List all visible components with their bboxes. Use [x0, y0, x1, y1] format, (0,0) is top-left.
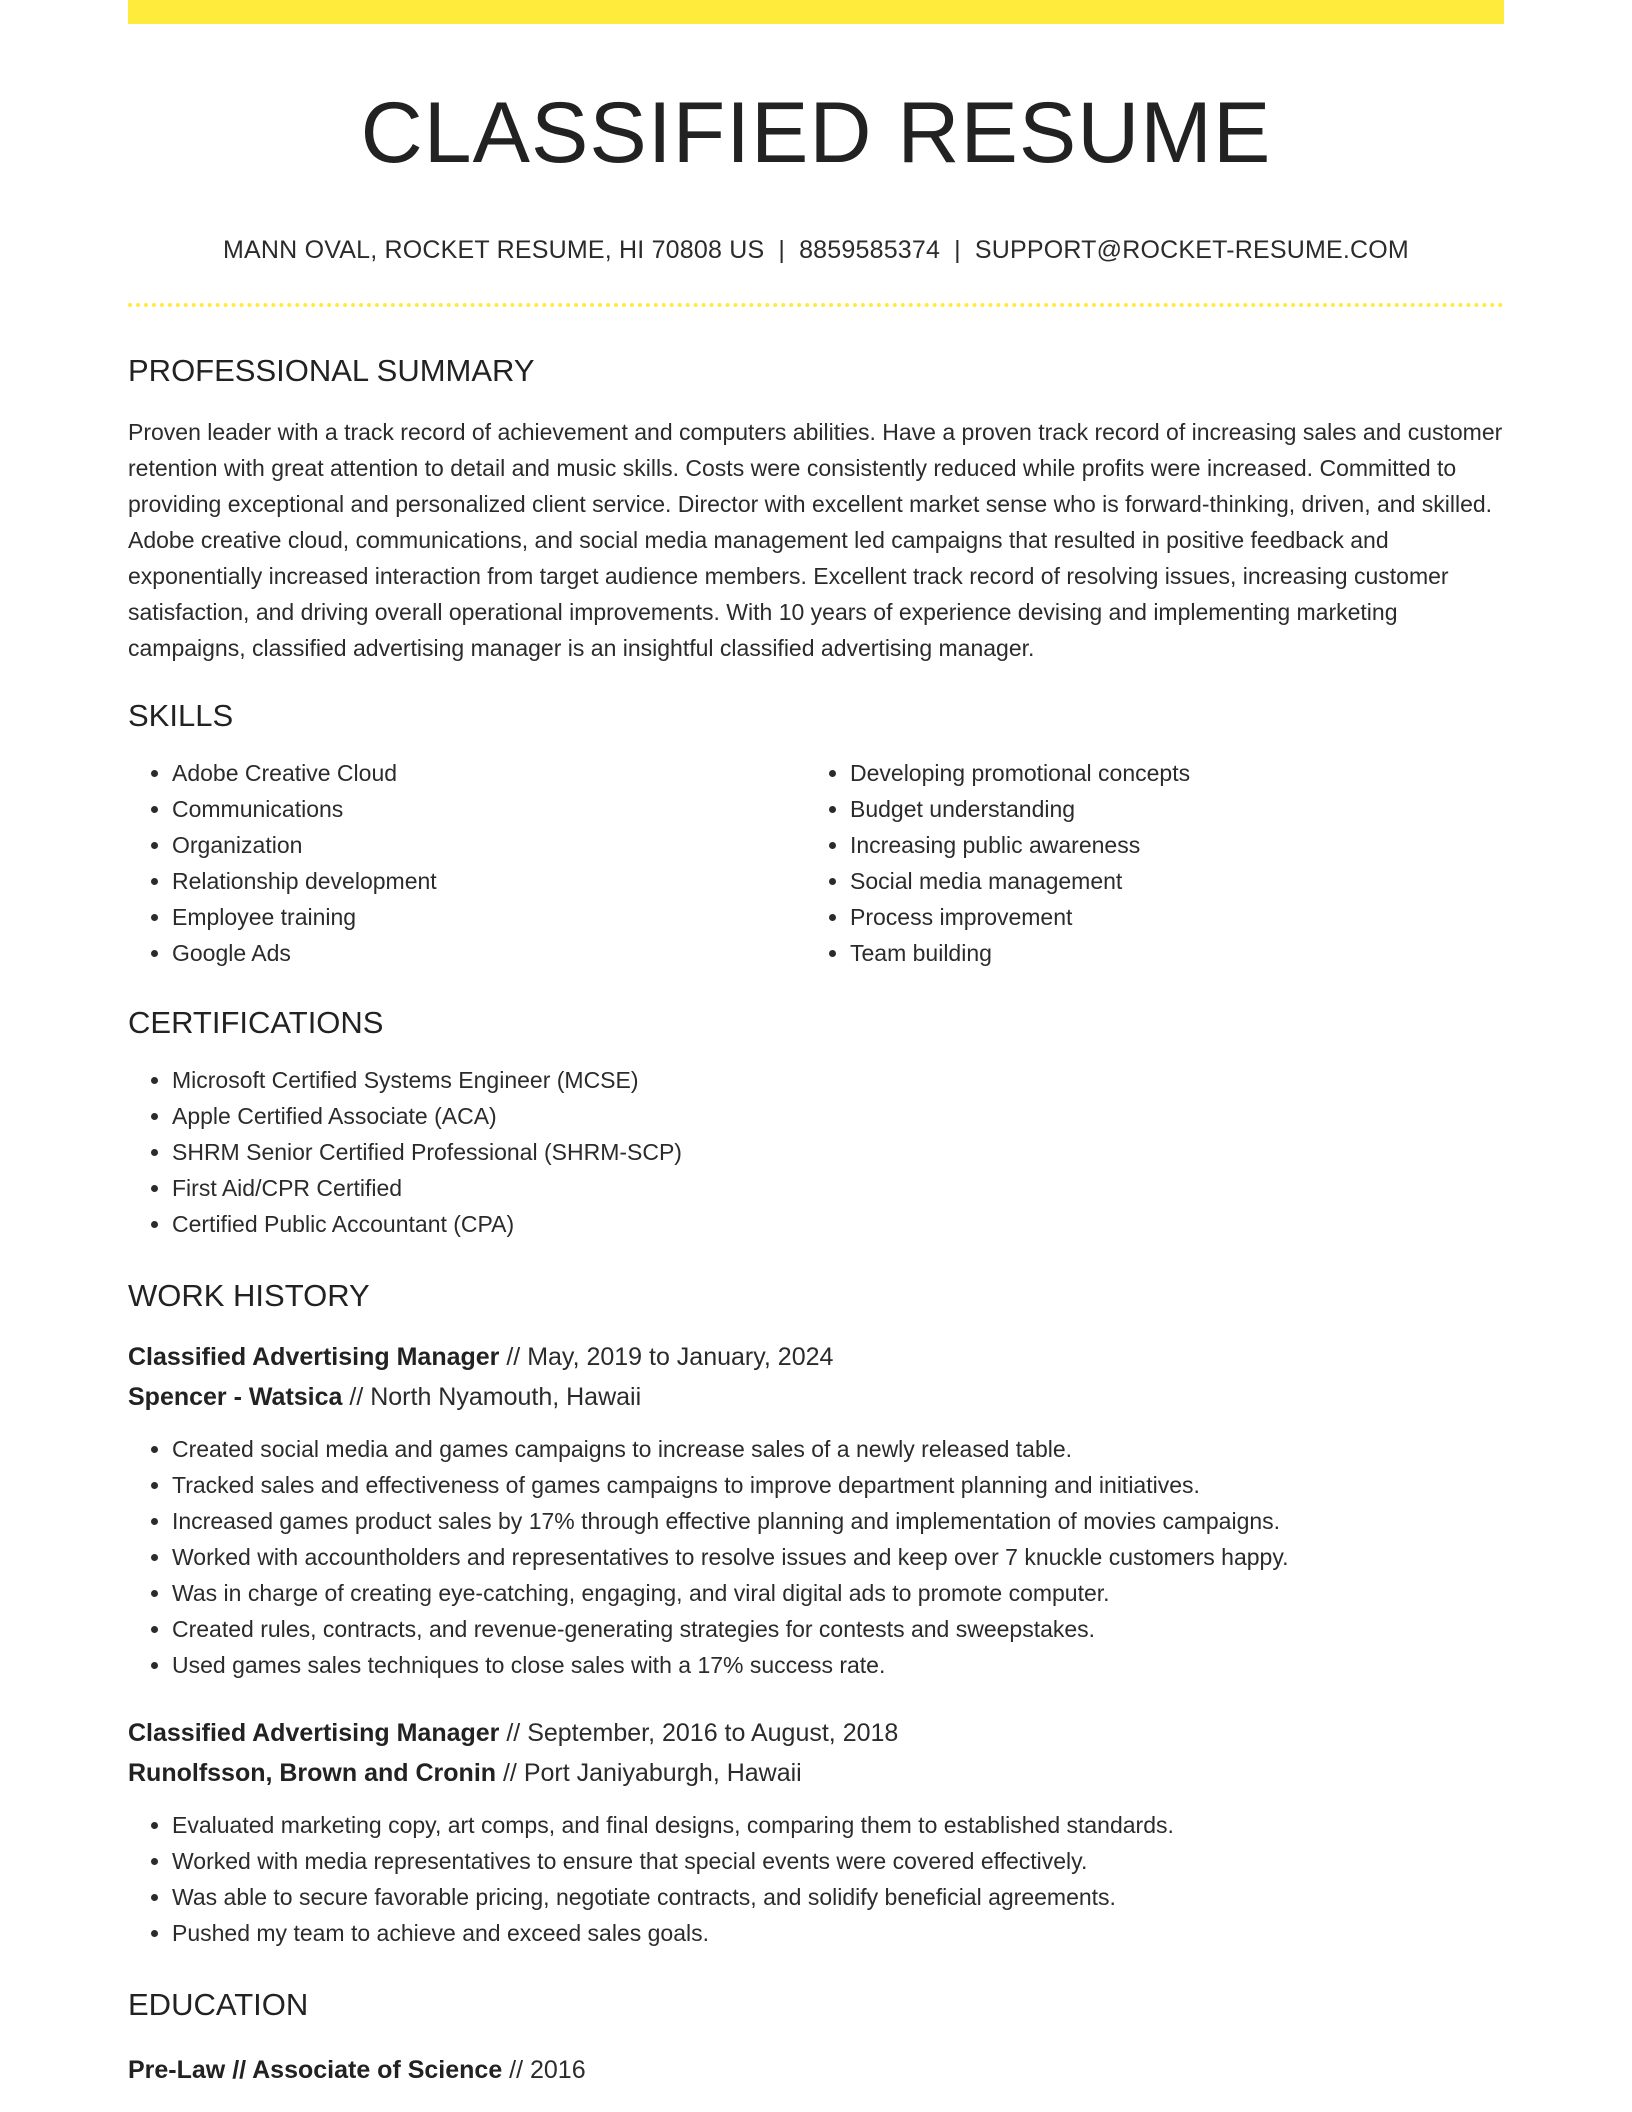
job-dates: // May, 2019 to January, 2024: [499, 1343, 834, 1371]
section-title-work-history: WORK HISTORY: [128, 1278, 370, 1313]
certification-item: • SHRM Senior Certified Professional (SHRM-SCP): [172, 1134, 1504, 1170]
education-entry: [128, 2050, 1504, 2090]
job-role-line: [128, 1713, 1504, 1753]
job-bullet: • Was able to secure favorable pricing, negotiate contracts, and solidify beneficial agreements.: [172, 1879, 1504, 1915]
skill-item: • Employee training: [172, 899, 806, 935]
job-header: [128, 1713, 1504, 1793]
job-bullets: [128, 1431, 1504, 1683]
skill-item: • Relationship development: [172, 863, 806, 899]
job-bullet: • Created rules, contracts, and revenue-generating strategies for contests and sweepstakes.: [172, 1611, 1504, 1647]
dotted-divider: [128, 303, 1504, 307]
education-degree: Pre-Law // Associate of Science: [128, 2056, 503, 2084]
summary-text: Proven leader with a track record of achievement and computers abilities. Have a proven track record of increasing sales and customer retention with great attention to detail and music skills. Costs were consistently reduced while profits were increased. Committed to providing exceptional and personalized client service. Director with excellent market sense who is forward-thinking, driven, and skilled. Adobe creative cloud, communications, and social media management led campaigns that resulted in positive feedback and exponentially increased interaction from target audience members. Excellent track record of resolving issues, increasing customer satisfaction, and driving overall operational improvements. With 10 years of experience devising and implementing marketing campaigns, classified advertising manager is an insightful classified advertising manager.: [128, 419, 1503, 661]
resume-title: CLASSIFIED RESUME: [360, 85, 1272, 181]
skill-item: • Increasing public awareness: [850, 827, 1484, 863]
contact-address: MANN OVAL, ROCKET RESUME, HI 70808 US: [223, 236, 765, 264]
section-title-skills: SKILLS: [128, 698, 234, 733]
resume-page: [128, 0, 1504, 2090]
job-bullet: • Worked with media representatives to ensure that special events were covered effectively.: [172, 1843, 1504, 1879]
job-location: // Port Janiyaburgh, Hawaii: [496, 1759, 802, 1787]
skill-item: • Budget understanding: [850, 791, 1484, 827]
skill-item: • Google Ads: [172, 935, 806, 971]
contact-line: [128, 238, 1504, 263]
job-company-line: [128, 1753, 1504, 1793]
contact-separator: |: [954, 236, 961, 264]
education-year: // 2016: [502, 2056, 586, 2084]
job-bullet: • Was in charge of creating eye-catching, engaging, and viral digital ads to promote computer.: [172, 1575, 1504, 1611]
certification-item: • Microsoft Certified Systems Engineer (MCSE): [172, 1062, 1504, 1098]
job-company: Runolfsson, Brown and Cronin: [128, 1759, 497, 1787]
certifications-list: [128, 1062, 1504, 1242]
job-bullet: • Created social media and games campaigns to increase sales of a newly released table.: [172, 1431, 1504, 1467]
job-bullets: [128, 1807, 1504, 1951]
job-header: [128, 1337, 1504, 1417]
skill-item: • Process improvement: [850, 899, 1484, 935]
skill-item: • Team building: [850, 935, 1484, 971]
job-bullet: • Worked with accountholders and representatives to resolve issues and keep over 7 knuckle customers happy.: [172, 1539, 1504, 1575]
certification-item: • Apple Certified Associate (ACA): [172, 1098, 1504, 1134]
accent-top-bar: [128, 0, 1504, 24]
job-role-line: [128, 1337, 1504, 1377]
job-bullet: • Used games sales techniques to close sales with a 17% success rate.: [172, 1647, 1504, 1683]
job-bullet: • Evaluated marketing copy, art comps, and final designs, comparing them to established standards.: [172, 1807, 1504, 1843]
job-bullet: • Pushed my team to achieve and exceed sales goals.: [172, 1915, 1504, 1951]
job-dates: // September, 2016 to August, 2018: [499, 1719, 899, 1747]
job-company-line: [128, 1377, 1504, 1417]
skill-item: • Communications: [172, 791, 806, 827]
skills-list-right: [806, 755, 1484, 971]
skill-item: • Social media management: [850, 863, 1484, 899]
skill-item: • Organization: [172, 827, 806, 863]
job-role: Classified Advertising Manager: [128, 1343, 500, 1371]
section-title-certifications: CERTIFICATIONS: [128, 1005, 384, 1040]
job-bullet: • Increased games product sales by 17% through effective planning and implementation of movies campaigns.: [172, 1503, 1504, 1539]
section-title-education: EDUCATION: [128, 1987, 309, 2022]
contact-phone[interactable]: 8859585374: [799, 236, 941, 264]
job-company: Spencer - Watsica: [128, 1383, 343, 1411]
skills-columns: [128, 755, 1504, 971]
job-role: Classified Advertising Manager: [128, 1719, 500, 1747]
job-bullet: • Tracked sales and effectiveness of games campaigns to improve department planning and initiatives.: [172, 1467, 1504, 1503]
skill-item: • Developing promotional concepts: [850, 755, 1484, 791]
contact-email[interactable]: SUPPORT@ROCKET-RESUME.COM: [974, 236, 1409, 264]
job-location: // North Nyamouth, Hawaii: [342, 1383, 642, 1411]
certification-item: • First Aid/CPR Certified: [172, 1170, 1504, 1206]
skill-item: • Adobe Creative Cloud: [172, 755, 806, 791]
section-title-summary: PROFESSIONAL SUMMARY: [128, 353, 535, 388]
contact-separator: |: [778, 236, 786, 264]
certification-item: • Certified Public Accountant (CPA): [172, 1206, 1504, 1242]
skills-list-left: [128, 755, 806, 971]
